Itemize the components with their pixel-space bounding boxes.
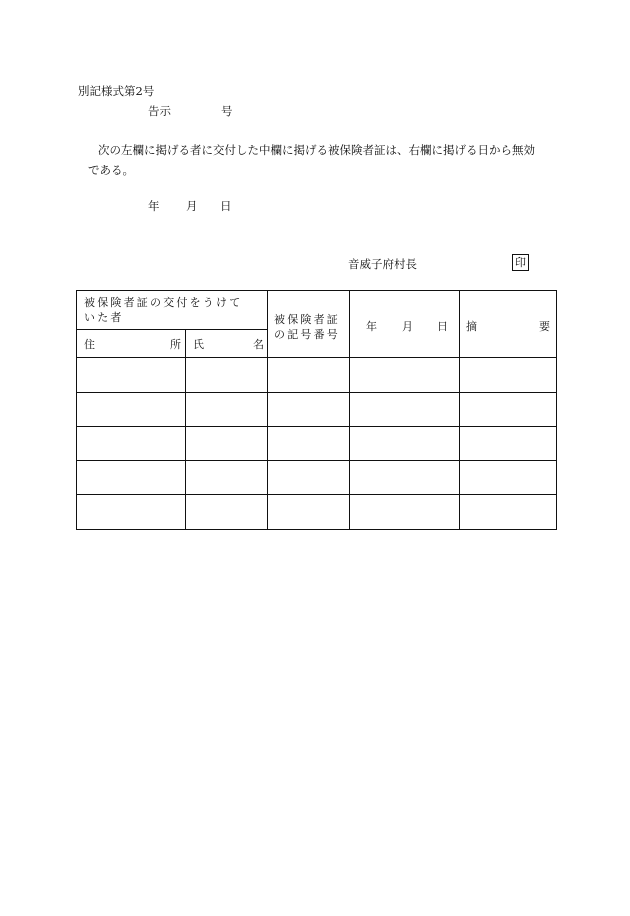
row-divider xyxy=(76,392,557,393)
row-divider xyxy=(76,494,557,495)
summary-header-left: 摘 xyxy=(466,320,480,333)
signer-title: 音威子府村長 xyxy=(348,257,417,271)
notice-number-suffix: 号 xyxy=(221,104,233,118)
date-month-label: 月 xyxy=(186,199,198,213)
row-divider xyxy=(76,460,557,461)
row-divider xyxy=(76,357,557,358)
body-text-line-2: である。 xyxy=(88,163,134,177)
card-header-line-2: の記号番号 xyxy=(274,328,340,341)
form-number: 別記様式第2号 xyxy=(78,84,155,98)
address-header-right: 所 xyxy=(170,338,184,351)
address-header-left: 住 xyxy=(84,338,98,351)
date-year-label: 年 xyxy=(148,199,160,213)
card-header-line-1: 被保険者証 xyxy=(274,313,340,326)
table-border-bottom xyxy=(76,529,557,530)
seal-box: 印 xyxy=(512,254,529,271)
group-header-line-1: 被保険者証の交付をうけて xyxy=(84,296,243,309)
date-day-label: 日 xyxy=(220,199,232,213)
body-text-line-1: 次の左欄に掲げる者に交付した中欄に掲げる被保険者証は、右欄に掲げる日から無効 xyxy=(98,143,535,157)
column-divider xyxy=(185,329,186,530)
header-divider xyxy=(76,329,268,330)
notice-label: 告示 xyxy=(148,104,171,118)
date-header-day: 日 xyxy=(437,320,451,333)
name-header-right: 名 xyxy=(253,338,267,351)
name-header-left: 氏 xyxy=(193,338,207,351)
summary-header-right: 要 xyxy=(539,320,553,333)
date-header-year: 年 xyxy=(366,320,380,333)
group-header-line-2: いた者 xyxy=(84,311,124,324)
row-divider xyxy=(76,426,557,427)
table-border-top xyxy=(76,290,557,291)
date-header-month: 月 xyxy=(402,320,416,333)
